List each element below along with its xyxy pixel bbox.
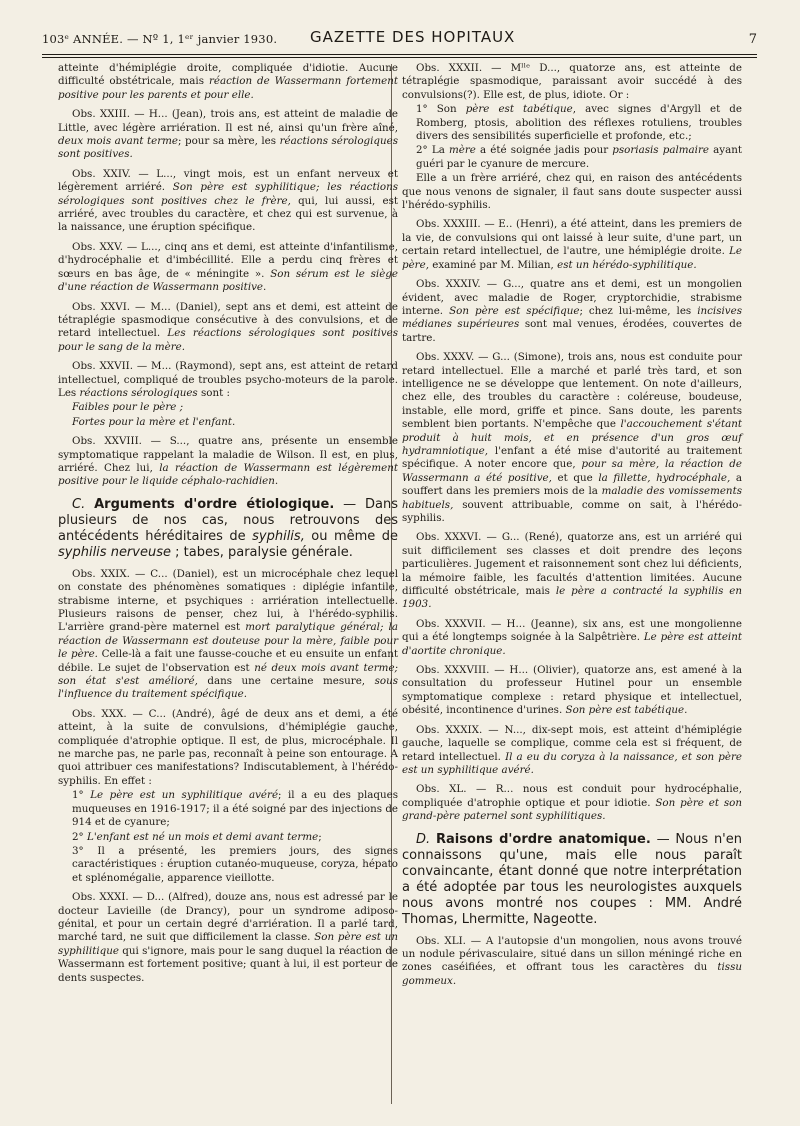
observation-xxxii: Obs. XXXII. — Mˡˡᵉ D..., quatorze ans, est atteinte de tétraplégie spasmodique, paraissant avoir succédé à des convulsions(?). Elle est, de plus, idiote. Or : — [402, 62, 742, 101]
list-item: 1° Le père est un syphilitique avéré; il a eu des plaques muqueuses en 1916-1917; il a été soigné par des injections de 914 et de cyanure; — [72, 789, 398, 829]
observation-xxix: Obs. XXIX. — C... (Daniel), est un microcéphale chez lequel on constate des phénomènes somatiques : diplégie infantile, strabisme interne, et psychiques : arriération intellectuelle. Plusieurs raisons de penser, chez lui, à l'hérédo-syphilis. L'arrière grand-père maternel est mort paralytique général; la réaction de Wassermann est douteuse pour la mère, faible pour le père. Celle-là a fait une fausse-couche et eu ensuite un enfant débile. Le sujet de l'observation est né deux mois avant terme; son état s'est amélioré, dans une certaine mesure, sous l'influence du traitement spécifique. — [58, 567, 399, 701]
observation-xxxiii: Obs. XXXIII. — E.. (Henri), a été atteint, dans les premiers de la vie, de convulsions qui ont laissé à leur suite, d'une part, un certain retard intellectuel, de l'autre, une hémiplégie droite. Le père, examiné par M. Milian, est un hérédo-syphilitique. — [402, 218, 742, 271]
section-heading-d: D. Raisons d'ordre anatomique. — Nous n'en connaissons qu'une, mais elle nous paraît convaincante, étant donné que notre interprétation a été adoptée par tous les neurologistes auxquels nous avons montré nos coupes : MM. André Thomas, Lhermitte, Nageotte. — [402, 831, 742, 927]
section-heading-c: C. Arguments d'ordre étiologique. — Dans plusieurs de nos cas, nous retrouvons des antécédents héréditaires de syphilis, ou même de syphilis nerveuse ; tabes, paralysie générale. — [58, 496, 398, 560]
header-rule — [42, 54, 757, 55]
observation-xxxviii: Obs. XXXVIII. — H... (Olivier), quatorze ans, est amené à la consultation du professeur Hutinel pour un ensemble symptomatique complexe : retard physique et intellectuel, obésité, incontinence d'urines. Son père est tabétique. — [402, 664, 742, 717]
list-item: Fortes pour la mère et l'enfant. — [72, 415, 236, 428]
observation-xxxix: Obs. XXXIX. — N..., dix-sept mois, est atteint d'hémiplégie gauche, laquelle se complique, comme cela est si fréquent, de retard intellectuel. Il a eu du coryza à la naissance, et son père est un syphilitique avéré. — [402, 723, 742, 776]
observation-xxviii: Obs. XXVIII. — S..., quatre ans, présente un ensemble symptomatique rappelant la maladie de Wilson. Il est, en plus, arriéré. Chez lui, la réaction de Wassermann est légèrement positive pour le liquide céphalo-rachidien. — [58, 435, 398, 488]
list-item: 2° La mère a été soignée jadis pour psoriasis palmaire ayant guéri par le cyanure de mercure. — [416, 144, 742, 170]
left-column — [58, 62, 398, 991]
observation-xxxi: Obs. XXXI. — D... (Alfred), douze ans, nous est adressé par le docteur Lavieille (de Drancy), pour un syndrome adiposo-génital, et pour un certain degré d'arriération. Il a parlé tard, marché tard, ne suit que difficilement la classe. Son père est un syphilitique qui s'ignore, mais pour le sang duquel la réaction de Wassermann est fortement positive; quant à lui, il est porteur de dents suspectes. — [58, 891, 398, 984]
observation-xxxvi: Obs. XXXVI. — G... (René), quatorze ans, est un arriéré qui suit difficilement ses classes et doit prendre des leçons particulières. Jugement et raisonnement sont chez lui déficients, la mémoire faible, les facultés d'attention limitées. Aucune difficulté obstétricale, mais le père a contracté la syphilis en 1903. — [402, 531, 742, 611]
page-number: 7 — [748, 32, 757, 47]
observation-xxvii: Obs. XXVII. — M... (Raymond), sept ans, est atteint de retard intellectuel, compliqué de troubles psycho-moteurs de la parole. Les réactions sérologiques sont : — [58, 360, 398, 399]
observation-xxxiv: Obs. XXXIV. — G..., quatre ans et demi, est un mongolien évident, avec maladie de Roger, cryptorchidie, strabisme interne. Son père est spécifique; chez lui-même, les incisives médianes supérieures sont mal venues, érodées, couvertes de tartre. — [402, 278, 742, 344]
observation-xli: Obs. XLI. — A l'autopsie d'un mongolien, nous avons trouvé un nodule périvasculaire, situé dans un sillon méningé riche en zones caséifiées, et offrant tous les caractères du tissu gommeux. — [402, 934, 742, 987]
list-item: 3° Il a présenté, les premiers jours, des signes caractéristiques : éruption cutanéo-muqueuse, coryza, hépato et splénomégalie, apparence vieillotte. — [72, 844, 398, 884]
header-rule — [42, 57, 757, 58]
list-item: 1° Son père est tabétique, avec signes d'Argyll et de Romberg, ptosis, abolition des réflexes rotuliens, troubles divers des sensibilités superficielle et profonde, etc.; — [416, 103, 742, 143]
right-column — [402, 62, 742, 994]
list-item: Faibles pour le père ; — [72, 401, 184, 414]
journal-title: GAZETTE DES HOPITAUX — [310, 28, 516, 46]
page-header — [42, 28, 757, 50]
issue-info: 103ᵉ ANNÉE. — Nº 1, 1ᵉʳ janvier 1930. — [42, 32, 278, 46]
observation-xxv: Obs. XXV. — L..., cinq ans et demi, est atteinte d'infantilisme, d'hydrocéphalie et d'imbécillité. Elle a perdu cinq frères et sœurs en bas âge, de « méningite ». Son sérum est le siège d'une réaction de Wassermann positive. — [58, 240, 398, 294]
paragraph: Elle a un frère arriéré, chez qui, en raison des antécédents que nous venons de signaler, il faut sans doute suspecter aussi l'hérédo-syphilis. — [402, 172, 742, 212]
observation-xxx: Obs. XXX. — C... (André), âgé de deux ans et demi, a été atteint, à la suite de convulsions, d'hémiplégie gauche, compliquée d'atrophie optique. Il est, de plus, microcéphale. Il ne marche pas, ne parle pas, reconnaît à peine son entourage. A quoi attribuer ces manifestations? Indiscutablement, à l'hérédo-syphilis. En effet : — [58, 707, 398, 787]
observation-xxxvii: Obs. XXXVII. — H... (Jeanne), six ans, est une mongolienne qui a été longtemps soignée à la Salpêtrière. Le père est atteint d'aortite chronique. — [402, 617, 742, 657]
observation-xxvi: Obs. XXVI. — M... (Daniel), sept ans et demi, est atteint de tétraplégie spasmodique consécutive à des convulsions, et de retard intellectuel. Les réactions sérologiques sont positives pour le sang de la mère. — [58, 300, 398, 353]
paragraph: atteinte d'hémiplégie droite, compliquée d'idiotie. Aucune difficulté obstétricale, mais réaction de Wassermann fortement positive pour les parents et pour elle. — [58, 62, 398, 101]
observation-xxiv: Obs. XXIV. — L..., vingt mois, est un enfant nerveux et légèrement arriéré. Son père est syphilitique; les réactions sérologiques sont positives chez le frère, qui, lui aussi, est arriéré, avec troubles du caractère, et chez qui est survenue, à la naissance, une éruption spécifique. — [58, 167, 398, 234]
observation-xxxv: Obs. XXXV. — G... (Simone), trois ans, nous est conduite pour retard intellectuel. Elle a marché et parlé très tard, et son intelligence ne se développe que lentement. On note d'ailleurs, chez elle, des troubles du caractère : coléreuse, boudeuse, instable, elle mord, griffe et pince. Sans doute, les parents semblent bien portants. N'empêche que l'accouchement s'étant produit à huit mois, et en présence d'un gros œuf hydramniotique, l'enfant a été mise d'autorité au traitement spécifique. A noter encore que, pour sa mère, la réaction de Wassermann a été positive, et que la fillette, hydrocéphale, a souffert dans les premiers mois de la maladie des vomissements habituels, souvent attribuable, comme on sait, à l'hérédo-syphilis. — [402, 351, 742, 524]
observation-xl: Obs. XL. — R... nous est conduit pour hydrocéphalie, compliquée d'atrophie optique et pour idiotie. Son père et son grand-père paternel sont syphilitiques. — [402, 783, 742, 823]
list-item: 2° L'enfant est né un mois et demi avant terme; — [72, 830, 322, 843]
observation-xxiii: Obs. XXIII. — H... (Jean), trois ans, est atteint de maladie de Little, avec légère arriération. Il est né, ainsi qu'un frère aîné, deux mois avant terme; pour sa mère, les réactions sérologiques sont positives. — [58, 108, 399, 161]
